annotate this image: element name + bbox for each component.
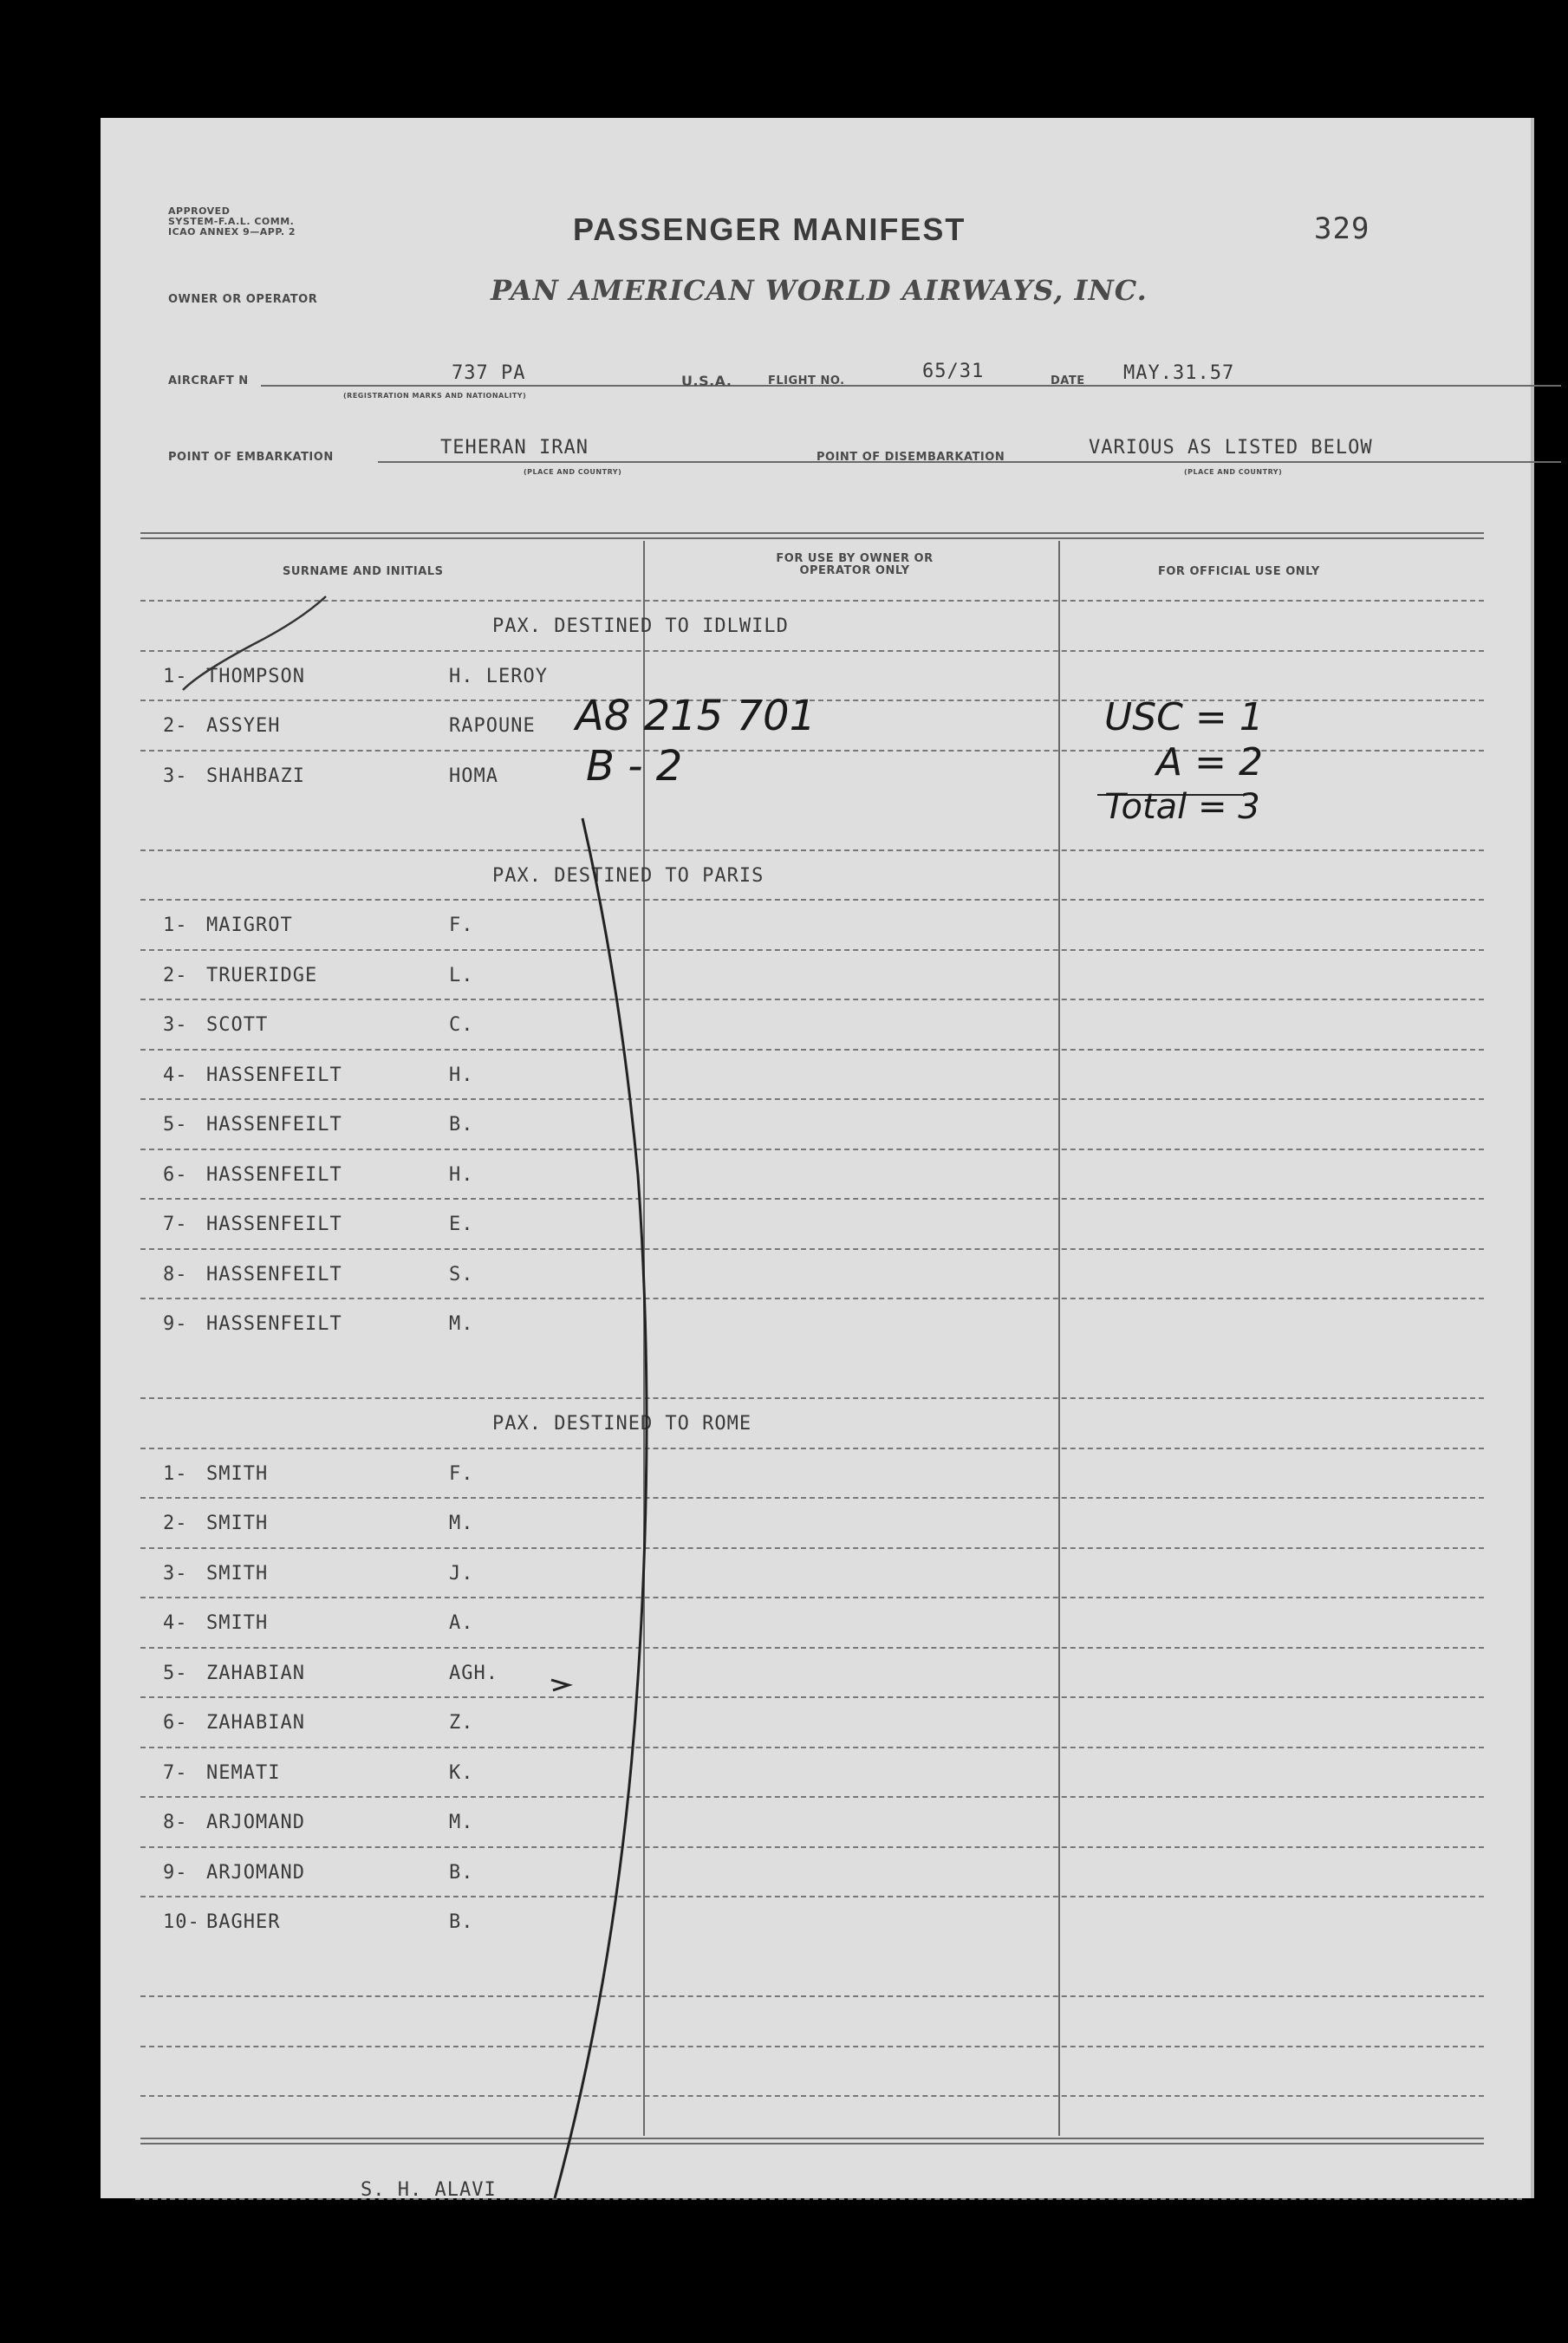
- passenger-initials: J.: [449, 1562, 474, 1585]
- passenger-surname: ARJOMAND: [206, 1812, 305, 1833]
- passenger-initials: M.: [449, 1313, 474, 1335]
- section-heading: PAX. DESTINED TO IDLWILD: [492, 615, 789, 637]
- passenger-number: 2-: [163, 1513, 188, 1534]
- row-rule: [140, 1647, 1484, 1649]
- passenger-initials: B.: [449, 1114, 474, 1136]
- passenger-number: 2-: [163, 964, 188, 986]
- row-rule: [140, 750, 1484, 752]
- row-rule: [140, 650, 1484, 652]
- passenger-number: 1-: [163, 665, 188, 687]
- passenger-initials: B.: [449, 1911, 474, 1933]
- annotation-row2-code: A8 215 701: [576, 692, 817, 740]
- pen-marks: [101, 118, 1531, 2198]
- passenger-initials: L.: [449, 964, 474, 986]
- row-rule: [140, 1747, 1484, 1748]
- passenger-initials: HOMA: [449, 765, 498, 787]
- page-title: PASSENGER MANIFEST: [573, 212, 966, 247]
- row-rule: [140, 600, 1484, 602]
- passenger-number: 8-: [163, 1263, 188, 1285]
- row-rule: [140, 1796, 1484, 1798]
- row-rule: [140, 899, 1484, 901]
- row-rule: [140, 1547, 1484, 1549]
- passenger-initials: C.: [449, 1014, 474, 1036]
- approval-note: [168, 206, 296, 238]
- passenger-surname: ZAHABIAN: [206, 1712, 305, 1734]
- row-rule: [140, 949, 1484, 951]
- passenger-initials: E.: [449, 1214, 474, 1235]
- section-heading: PAX. DESTINED TO ROME: [492, 1413, 752, 1435]
- passenger-surname: SMITH: [206, 1612, 269, 1634]
- row-rule: [140, 1995, 1484, 1997]
- passenger-number: 4-: [163, 1612, 188, 1634]
- passenger-initials: F.: [449, 1462, 474, 1485]
- row-rule: [140, 1049, 1484, 1051]
- embark-note: (PLACE AND COUNTRY): [524, 468, 622, 476]
- row-rule: [140, 2046, 1484, 2047]
- passenger-number: 9-: [163, 1313, 188, 1335]
- page-number: 329: [1314, 212, 1370, 246]
- column-operator: [759, 553, 950, 577]
- passenger-surname: TRUERIDGE: [206, 964, 318, 986]
- approval-line: SYSTEM-F.A.L. COMM.: [168, 216, 295, 227]
- usa-label: U.S.A.: [681, 373, 732, 389]
- passenger-surname: SCOTT: [206, 1014, 269, 1036]
- date-label: DATE: [1051, 374, 1085, 387]
- annotation-official-3: Total = 3: [1104, 787, 1260, 827]
- column-operator-label: FOR USE BY OWNER OR OPERATOR ONLY: [776, 552, 934, 577]
- row-rule: [140, 1448, 1484, 1449]
- passenger-surname: HASSENFEILT: [206, 1214, 342, 1235]
- row-rule: [140, 1098, 1484, 1100]
- passenger-number: 7-: [163, 1214, 188, 1235]
- section-heading: PAX. DESTINED TO PARIS: [492, 864, 764, 887]
- row-rule: [140, 1298, 1484, 1299]
- row-rule: [140, 1497, 1484, 1499]
- passenger-number: 1-: [163, 914, 188, 936]
- passenger-number: 6-: [163, 1163, 188, 1186]
- passenger-number: 3-: [163, 1014, 188, 1036]
- passenger-surname: HASSENFEILT: [206, 1163, 342, 1186]
- approval-line: APPROVED: [168, 205, 231, 217]
- passenger-number: 2-: [163, 715, 188, 737]
- row-rule: [140, 2095, 1484, 2097]
- passenger-initials: RAPOUNE: [449, 715, 536, 737]
- row-rule: [140, 1597, 1484, 1598]
- passenger-surname: SMITH: [206, 1462, 269, 1485]
- passenger-surname: ASSYEH: [206, 715, 281, 737]
- passenger-initials: K.: [449, 1761, 474, 1784]
- passenger-initials: F.: [449, 914, 474, 936]
- owner-value: PAN AMERICAN WORLD AIRWAYS, INC.: [491, 274, 1148, 307]
- passenger-number: 5-: [163, 1662, 188, 1684]
- passenger-number: 3-: [163, 765, 188, 787]
- aircraft-label: AIRCRAFT N: [168, 374, 249, 387]
- disembark-note: (PLACE AND COUNTRY): [1184, 468, 1283, 476]
- passenger-initials: AGH.: [449, 1662, 498, 1684]
- aircraft-value: 737 PA: [452, 362, 526, 384]
- passenger-initials: S.: [449, 1263, 474, 1285]
- passenger-number: 10-: [163, 1911, 200, 1933]
- aircraft-note: (REGISTRATION MARKS AND NATIONALITY): [343, 392, 527, 400]
- passenger-surname: BAGHER: [206, 1911, 281, 1933]
- row-rule: [140, 1696, 1484, 1698]
- row-rule: [140, 999, 1484, 1000]
- passenger-initials: H. LEROY: [449, 665, 548, 687]
- row-rule: [140, 1248, 1484, 1250]
- passenger-surname: HASSENFEILT: [206, 1313, 342, 1335]
- pen-stroke: [555, 818, 647, 2198]
- passenger-initials: H.: [449, 1163, 474, 1186]
- passenger-initials: A.: [449, 1612, 474, 1634]
- row-rule: [140, 1149, 1484, 1150]
- disembark-value: VARIOUS AS LISTED BELOW: [1089, 437, 1373, 459]
- passenger-initials: Z.: [449, 1712, 474, 1734]
- row-rule: [140, 1896, 1484, 1897]
- passenger-initials: M.: [449, 1812, 474, 1833]
- row-rule: [140, 849, 1484, 851]
- passenger-number: 5-: [163, 1114, 188, 1136]
- column-official: FOR OFFICIAL USE ONLY: [1158, 565, 1320, 578]
- passenger-surname: HASSENFEILT: [206, 1114, 342, 1136]
- passenger-surname: HASSENFEILT: [206, 1263, 342, 1285]
- passenger-surname: ARJOMAND: [206, 1861, 305, 1884]
- passenger-number: 8-: [163, 1812, 188, 1833]
- column-surname: SURNAME AND INITIALS: [283, 565, 444, 578]
- approval-line: ICAO ANNEX 9—APP. 2: [168, 226, 296, 238]
- passenger-number: 6-: [163, 1712, 188, 1734]
- passenger-surname: THOMPSON: [206, 665, 305, 687]
- annotation-official-2: A = 2: [1156, 740, 1263, 784]
- passenger-number: 1-: [163, 1462, 188, 1485]
- date-value: MAY.31.57: [1123, 362, 1235, 384]
- passenger-number: 7-: [163, 1761, 188, 1784]
- annotation-official-1: USC = 1: [1104, 695, 1264, 739]
- flight-label: FLIGHT NO.: [768, 374, 845, 387]
- passenger-surname: HASSENFEILT: [206, 1064, 342, 1086]
- row-rule: [140, 1397, 1484, 1399]
- arrow-mark: [551, 1680, 569, 1690]
- passenger-surname: SMITH: [206, 1513, 269, 1534]
- passenger-initials: H.: [449, 1064, 474, 1086]
- manifest-sheet: [101, 118, 1534, 2201]
- disembark-label: POINT OF DISEMBARKATION: [817, 451, 1005, 464]
- owner-label: OWNER OR OPERATOR: [168, 293, 318, 306]
- row-rule: [140, 1846, 1484, 1848]
- passenger-number: 3-: [163, 1562, 188, 1585]
- passenger-surname: SMITH: [206, 1562, 269, 1585]
- row-rule: [140, 1198, 1484, 1200]
- embark-label: POINT OF EMBARKATION: [168, 451, 334, 464]
- passenger-number: 4-: [163, 1064, 188, 1086]
- passenger-initials: M.: [449, 1513, 474, 1534]
- passenger-number: 9-: [163, 1861, 188, 1884]
- flight-value: 65/31: [922, 361, 985, 382]
- passenger-initials: B.: [449, 1861, 474, 1884]
- signature-line: S. H. ALAVI: [361, 2179, 497, 2201]
- passenger-surname: ZAHABIAN: [206, 1662, 305, 1684]
- embark-value: TEHERAN IRAN: [440, 437, 589, 459]
- passenger-surname: NEMATI: [206, 1761, 281, 1784]
- annotation-row3-code: B - 2: [586, 742, 683, 791]
- passenger-surname: SHAHBAZI: [206, 765, 305, 787]
- passenger-surname: MAIGROT: [206, 914, 293, 936]
